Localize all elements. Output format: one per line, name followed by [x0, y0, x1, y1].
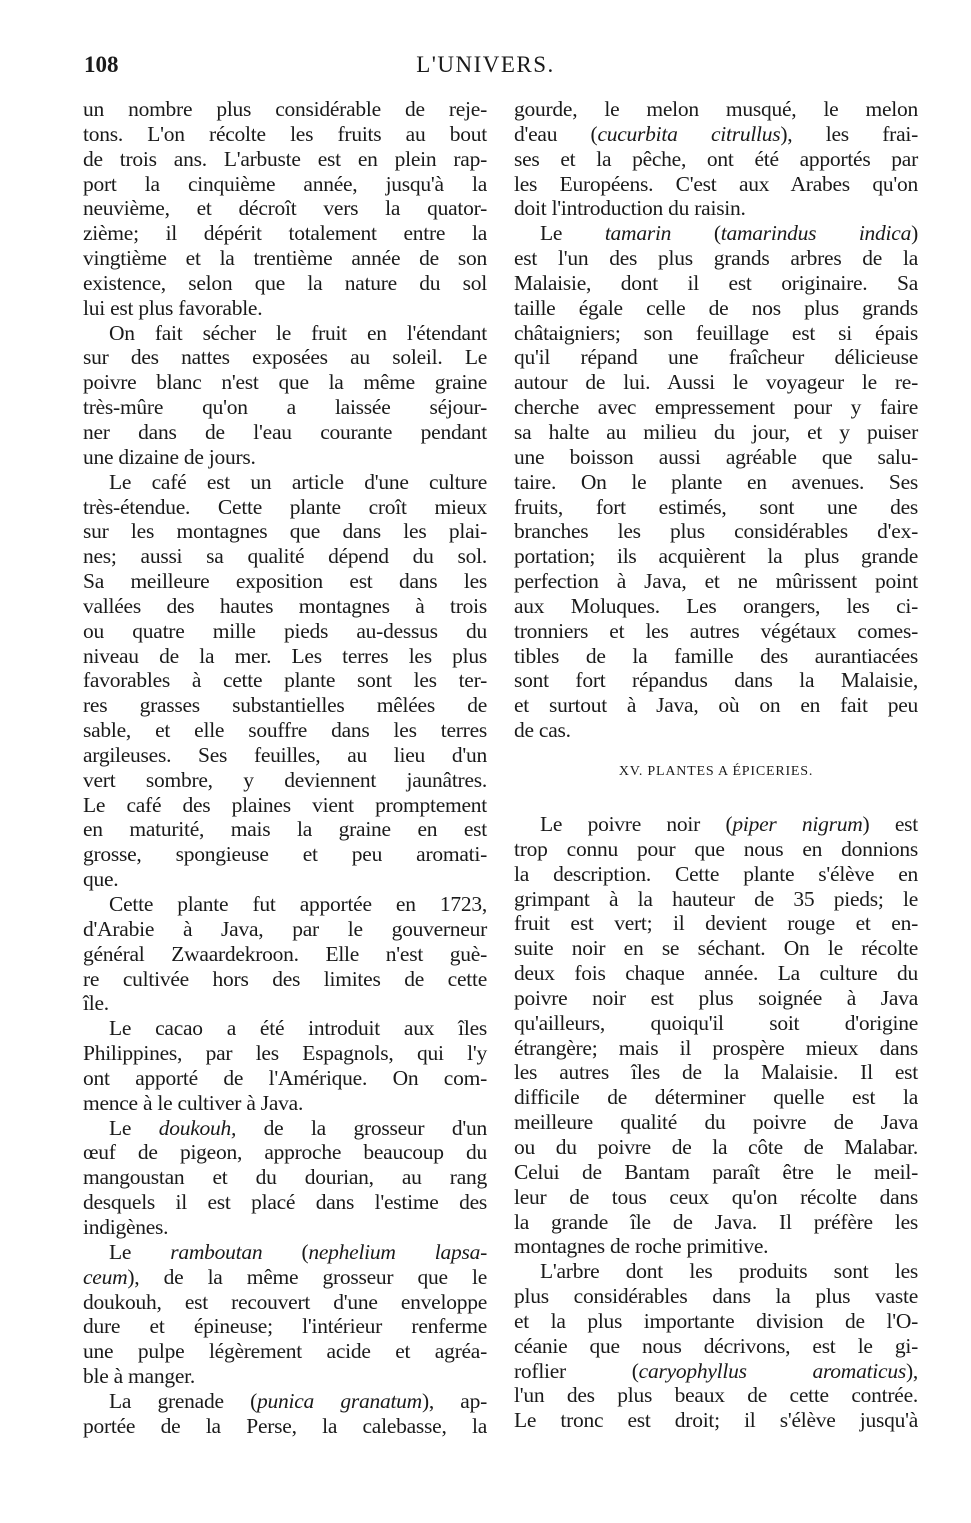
- italic-term: punica granatum: [257, 1388, 422, 1413]
- text-line: [514, 936, 918, 961]
- text-line: [83, 693, 487, 718]
- text-line: [83, 221, 487, 246]
- text-line: [83, 296, 487, 321]
- text-line: [514, 97, 918, 122]
- text-run: difficile de déterminer quelle est la: [514, 1085, 918, 1110]
- text-line: [83, 1265, 487, 1290]
- text-run: Le café des plaines vient promptement: [83, 792, 487, 817]
- page-number: 108: [84, 52, 119, 77]
- text-run: (: [262, 1239, 309, 1264]
- text-line: [514, 246, 918, 271]
- text-run: ),: [905, 1358, 918, 1383]
- text-run: taire. On le plante en avenues. Ses: [514, 469, 918, 494]
- text-line: [83, 1339, 487, 1364]
- text-line: [83, 321, 487, 346]
- text-line: [514, 370, 918, 395]
- italic-term: ceum: [83, 1264, 128, 1289]
- text-line: [83, 470, 487, 495]
- text-run: mence à le cultiver à Java.: [83, 1090, 304, 1115]
- text-run: cherche avec empressement pour y faire: [514, 395, 918, 420]
- text-line: [514, 1334, 918, 1359]
- text-line: [514, 619, 918, 644]
- text-run: œuf de pigeon, approche beaucoup du: [83, 1140, 487, 1165]
- text-line: [83, 1091, 487, 1116]
- text-line: [514, 445, 918, 470]
- text-line: [514, 271, 918, 296]
- text-run: argileuses. Ses feuilles, au lieu d'un: [83, 742, 487, 767]
- text-run: Malaisie, dont il est originaire. Sa: [514, 270, 918, 295]
- text-run: qu'ailleurs, quoiqu'il soit d'origine: [514, 1010, 918, 1035]
- text-run: la grande île de Java. Il préfère les: [514, 1209, 918, 1234]
- section-heading: XV. PLANTES A ÉPICERIES.: [618, 764, 814, 779]
- text-run: fruits, fort estimés, sont une des: [514, 494, 918, 519]
- text-run: L'arbre dont les produits sont les: [540, 1259, 918, 1284]
- text-run: montagnes de roche primitive.: [514, 1234, 769, 1259]
- text-line: [514, 420, 918, 445]
- text-run: Cette plante fut apportée en 1723,: [109, 892, 487, 916]
- text-line: [514, 196, 918, 221]
- text-run: Le café est un article d'une culture: [109, 469, 487, 494]
- text-line: [514, 495, 918, 520]
- text-line: [83, 147, 487, 172]
- text-run: île.: [83, 991, 109, 1016]
- text-line: [514, 1160, 918, 1185]
- paragraph: [83, 1389, 487, 1439]
- paragraph: [83, 470, 487, 892]
- text-line: [514, 1036, 918, 1061]
- text-line: [514, 837, 918, 862]
- paragraph: [83, 1016, 487, 1115]
- text-line: [83, 1240, 487, 1265]
- text-line: [83, 569, 487, 594]
- text-line: [514, 1210, 918, 1235]
- text-line: [83, 345, 487, 370]
- text-run: ) est: [862, 812, 918, 836]
- text-run: doukouh, est recouvert d'une enveloppe: [83, 1289, 487, 1314]
- text-run: Le: [540, 221, 605, 246]
- text-run: vingtième et la trentième année de son: [83, 246, 487, 271]
- text-line: [83, 1165, 487, 1190]
- text-run: fruit est vert; il devient rouge et en-: [514, 911, 918, 936]
- paragraph: [514, 1259, 918, 1433]
- text-line: [514, 345, 918, 370]
- text-line: [83, 917, 487, 942]
- text-line: [514, 644, 918, 669]
- text-run: les autres îles de la Malaisie. Il est: [514, 1060, 918, 1085]
- paragraph: [83, 1240, 487, 1389]
- text-run: très-mûre qu'on a laissée séjour-: [83, 395, 487, 420]
- text-line: [514, 961, 918, 986]
- text-line: [83, 172, 487, 197]
- text-line: [83, 271, 487, 296]
- text-run: Le cacao a été introduit aux îles: [109, 1016, 487, 1041]
- text-run: ou quatre mille pieds au-dessus du: [83, 618, 487, 643]
- text-run: neuvième, et décroît vers la quator-: [83, 196, 487, 221]
- text-line: [83, 991, 487, 1016]
- text-line: [83, 644, 487, 669]
- text-line: [83, 867, 487, 892]
- text-line: [83, 718, 487, 743]
- text-run: re cultivée hors des limites de cette: [83, 966, 487, 991]
- text-line: [514, 668, 918, 693]
- text-line: [83, 97, 487, 122]
- text-run: est l'un des plus grands arbres de la: [514, 246, 918, 271]
- italic-term: nephelium lapsa-: [308, 1239, 487, 1264]
- text-line: [514, 544, 918, 569]
- text-run: roflier (: [514, 1358, 639, 1383]
- text-line: [83, 122, 487, 147]
- text-run: tronniers et les autres végétaux comes-: [514, 618, 918, 643]
- text-run: général Zwaardekroon. Elle n'est guè-: [83, 941, 487, 966]
- text-run: zième; il dépérit totalement entre la: [83, 221, 487, 246]
- text-line: [514, 221, 918, 246]
- text-line: [83, 793, 487, 818]
- text-run: de la grosseur d'un: [236, 1115, 487, 1140]
- right-column-top: [514, 97, 918, 743]
- text-run: suite noir en se séchant. On le récolte: [514, 936, 918, 961]
- text-line: [83, 1066, 487, 1091]
- text-run: ), de la même grosseur que le: [127, 1264, 487, 1289]
- text-line: [514, 296, 918, 321]
- text-run: d'Arabie à Java, par le gouverneur: [83, 916, 487, 941]
- text-run: sur les montagnes que dans les plai-: [83, 519, 487, 544]
- text-run: grimpant à la hauteur de 35 pieds; le: [514, 886, 918, 911]
- text-run: Le: [109, 1239, 171, 1264]
- text-run: et surtout à Java, où on en fait peu: [514, 693, 918, 718]
- text-line: [514, 470, 918, 495]
- text-run: qu'il répand une fraîcheur délicieuse: [514, 345, 918, 370]
- text-run: Le poivre noir (: [540, 812, 733, 836]
- text-line: [514, 147, 918, 172]
- right-column-bottom: [514, 812, 918, 1433]
- text-line: [514, 321, 918, 346]
- text-run: La grenade (: [109, 1388, 257, 1413]
- text-run: l'un des plus beaux de cette contrée.: [514, 1383, 918, 1408]
- text-run: ble à manger.: [83, 1364, 195, 1389]
- text-run: sont fort répandus dans la Malaisie,: [514, 668, 918, 693]
- text-line: [83, 495, 487, 520]
- text-run: nes; aussi sa qualité dépend du sol.: [83, 544, 487, 569]
- italic-term: tamarindus indica: [720, 221, 912, 246]
- text-line: [83, 594, 487, 619]
- italic-term: tamarin: [604, 221, 672, 246]
- text-line: [514, 122, 918, 147]
- paragraph: [83, 321, 487, 470]
- paragraph: [83, 97, 487, 321]
- text-run: taille égale celle de nos plus grands: [514, 295, 918, 320]
- text-run: Celui de Bantam paraît être le meil-: [514, 1159, 918, 1184]
- text-run: une dizaine de jours.: [83, 444, 256, 469]
- text-line: [83, 892, 487, 917]
- text-run: étrangère; mais il prospère mieux dans: [514, 1035, 918, 1060]
- text-line: [514, 395, 918, 420]
- text-run: très-étendue. Cette plante croît mieux: [83, 494, 487, 519]
- paragraph: [83, 892, 487, 1016]
- text-run: niveau de la mer. Les terres les plus: [83, 643, 487, 668]
- text-run: vert sombre, y deviennent jaunâtres.: [83, 767, 487, 792]
- italic-term: piper nigrum: [732, 812, 863, 836]
- text-run: en maturité, mais la graine en est: [83, 817, 487, 842]
- text-line: [83, 1190, 487, 1215]
- text-run: (: [671, 221, 721, 246]
- text-line: [83, 445, 487, 470]
- text-line: [83, 1414, 487, 1439]
- text-line: [514, 1284, 918, 1309]
- text-line: [514, 1309, 918, 1334]
- italic-term: ramboutan: [170, 1239, 263, 1264]
- text-run: portation; ils acquièrent la plus grande: [514, 544, 918, 569]
- text-line: [514, 718, 918, 743]
- text-line: [83, 1389, 487, 1414]
- paragraph: [514, 97, 918, 221]
- text-run: ont apporté de l'Amérique. On com-: [83, 1065, 487, 1090]
- text-run: de trois ans. L'arbuste est en plein rap-: [83, 146, 487, 171]
- text-run: et la plus importante division de l'O-: [514, 1308, 918, 1333]
- text-run: ), les frai-: [780, 121, 918, 146]
- text-line: [83, 1140, 487, 1165]
- text-line: [83, 668, 487, 693]
- text-run: port la cinquième année, jusqu'à la: [83, 171, 487, 196]
- text-run: céanie que nous décrivons, est le gi-: [514, 1333, 918, 1358]
- text-run: poivre noir est plus soignée à Java: [514, 985, 918, 1010]
- text-run: Le tronc est droit; il s'élève jusqu'à: [514, 1408, 918, 1433]
- text-line: [83, 1116, 487, 1141]
- text-run: une pulpe légèrement acide et agréa-: [83, 1339, 487, 1364]
- paragraph: [514, 221, 918, 743]
- text-run: lui est plus favorable.: [83, 295, 263, 320]
- text-run: indigènes.: [83, 1214, 169, 1239]
- text-line: [83, 1215, 487, 1240]
- text-line: [514, 1011, 918, 1036]
- text-run: doit l'introduction du raisin.: [514, 196, 746, 221]
- text-run: la description. Cette plante s'élève en: [514, 861, 918, 886]
- text-run: meilleure qualité du poivre de Java: [514, 1110, 918, 1135]
- text-line: [514, 862, 918, 887]
- text-line: [83, 544, 487, 569]
- text-run: ou du poivre de la côte de Malabar.: [514, 1134, 918, 1159]
- text-run: Le: [109, 1115, 159, 1140]
- text-line: [83, 1016, 487, 1041]
- text-run: trop connu pour que nous en donnions: [514, 836, 918, 861]
- text-run: Sa meilleure exposition est dans les: [83, 569, 487, 594]
- text-line: [514, 1259, 918, 1284]
- text-line: [514, 569, 918, 594]
- text-run: mangoustan et du dourian, au rang: [83, 1165, 487, 1190]
- text-line: [83, 817, 487, 842]
- text-run: tibles de la famille des aurantiacées: [514, 643, 918, 668]
- text-run: plus considérables dans la plus vaste: [514, 1284, 918, 1309]
- text-line: [83, 246, 487, 271]
- text-run: autour de lui. Aussi le voyageur le re-: [514, 370, 918, 395]
- text-line: [83, 395, 487, 420]
- text-line: [83, 420, 487, 445]
- text-run: ner dans de l'eau courante pendant: [83, 419, 487, 444]
- text-line: [514, 887, 918, 912]
- italic-term: doukouh,: [158, 1115, 237, 1140]
- text-line: [514, 1383, 918, 1408]
- running-title: L'UNIVERS.: [416, 52, 555, 77]
- text-line: [514, 1110, 918, 1135]
- text-run: les Européens. C'est aux Arabes qu'on: [514, 171, 918, 196]
- text-line: [514, 1185, 918, 1210]
- text-line: [514, 986, 918, 1011]
- text-line: [514, 172, 918, 197]
- text-run: grosse, spongieuse et peu aromati-: [83, 842, 487, 867]
- text-run: poivre blanc n'est que la même graine: [83, 370, 487, 395]
- text-run: dure et épineuse; l'intérieur renferme: [83, 1314, 487, 1339]
- text-line: [83, 370, 487, 395]
- text-run: portée de la Perse, la calebasse, la: [83, 1413, 487, 1438]
- text-run: d'eau (: [514, 121, 598, 146]
- text-line: [514, 693, 918, 718]
- text-line: [514, 519, 918, 544]
- text-run: que.: [83, 867, 119, 892]
- text-line: [83, 743, 487, 768]
- left-column: [83, 97, 487, 1439]
- paragraph: [83, 1116, 487, 1240]
- text-line: [514, 1135, 918, 1160]
- text-run: deux fois chaque année. La culture du: [514, 961, 918, 986]
- text-run: ): [911, 221, 918, 246]
- paragraph: [514, 812, 918, 1259]
- text-line: [83, 1364, 487, 1389]
- text-run: une boisson aussi agréable que salu-: [514, 444, 918, 469]
- text-line: [83, 196, 487, 221]
- text-run: ses et la pêche, ont été apportés par: [514, 146, 918, 171]
- text-run: desquels il est placé dans l'estime des: [83, 1190, 487, 1215]
- text-line: [83, 768, 487, 793]
- text-run: On fait sécher le fruit en l'étendant: [109, 320, 487, 345]
- text-run: sa halte au milieu du jour, et y puiser: [514, 419, 918, 444]
- text-line: [514, 911, 918, 936]
- text-run: de cas.: [514, 718, 571, 743]
- text-run: ), ap-: [421, 1388, 487, 1413]
- text-run: sable, et elle souffre dans les terres: [83, 718, 487, 743]
- text-run: gourde, le melon musqué, le melon: [514, 97, 918, 121]
- text-line: [514, 812, 918, 837]
- text-run: Philippines, par les Espagnols, qui l'y: [83, 1041, 487, 1066]
- text-run: un nombre plus considérable de reje-: [83, 97, 487, 121]
- text-run: sur des nattes exposées au soleil. Le: [83, 345, 487, 370]
- text-run: perfection à Java, et ne mûrissent point: [514, 569, 918, 594]
- text-line: [83, 842, 487, 867]
- text-run: châtaigniers; son feuillage est si épais: [514, 320, 918, 345]
- text-line: [83, 619, 487, 644]
- italic-term: caryophyllus aromaticus: [638, 1358, 906, 1383]
- text-run: vallées des hautes montagnes à trois: [83, 593, 487, 618]
- text-line: [514, 1408, 918, 1433]
- text-line: [83, 1290, 487, 1315]
- text-line: [514, 1085, 918, 1110]
- text-line: [514, 1060, 918, 1085]
- text-run: aux Moluques. Les orangers, les ci-: [514, 593, 918, 618]
- text-line: [514, 594, 918, 619]
- text-line: [514, 1234, 918, 1259]
- text-line: [83, 967, 487, 992]
- text-run: branches les plus considérables d'ex-: [514, 519, 918, 544]
- text-run: leur de tous ceux qu'on récolte dans: [514, 1184, 918, 1209]
- text-line: [514, 1359, 918, 1384]
- italic-term: cucurbita citrullus: [597, 121, 781, 146]
- text-run: tons. L'on récolte les fruits au bout: [83, 121, 487, 146]
- text-line: [83, 1314, 487, 1339]
- text-line: [83, 519, 487, 544]
- text-run: res grasses substantielles mêlées de: [83, 693, 487, 718]
- text-run: favorables à cette plante sont les ter-: [83, 668, 487, 693]
- text-line: [83, 1041, 487, 1066]
- text-run: existence, selon que la nature du sol: [83, 270, 487, 295]
- text-line: [83, 942, 487, 967]
